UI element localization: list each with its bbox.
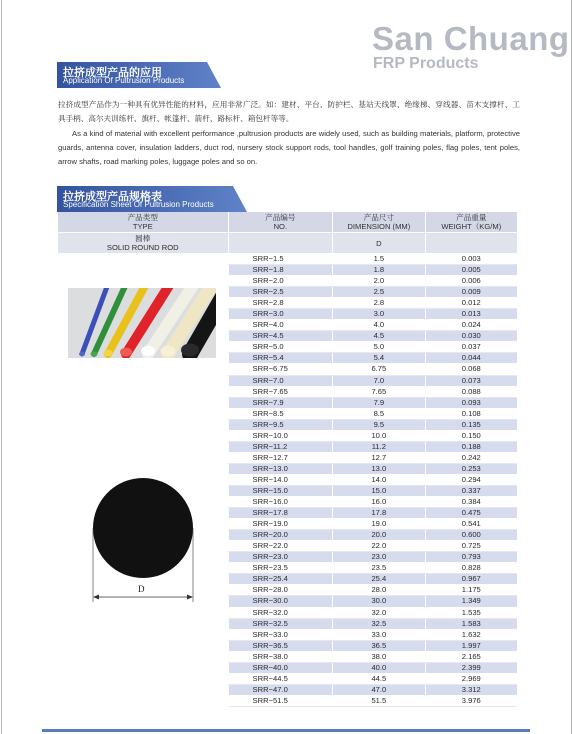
cell-weight: 0.013 <box>425 309 517 320</box>
logo-tagline: FRP Products <box>373 55 479 72</box>
cell-dimension: 32.0 <box>333 607 426 618</box>
cell-dimension: 10.0 <box>333 430 426 441</box>
cell-weight: 0.150 <box>425 430 517 441</box>
cell-weight: 3.976 <box>425 695 517 706</box>
rod-cross-section-diagram <box>88 476 198 606</box>
cell-product-no: SRR−2.8 <box>228 298 333 309</box>
cell-weight: 0.294 <box>425 474 517 485</box>
cell-dimension: 17.8 <box>333 508 426 519</box>
cell-product-no: SRR−19.0 <box>228 519 333 530</box>
cell-product-no: SRR−51.5 <box>228 695 333 706</box>
cell-dimension: 9.5 <box>333 419 426 430</box>
section-banner-application <box>57 62 221 88</box>
page-frame-left <box>1 0 2 734</box>
cell-weight: 0.012 <box>425 298 517 309</box>
cell-weight: 0.828 <box>425 563 517 574</box>
cell-product-no: SRR−20.0 <box>228 530 333 541</box>
cell-product-no: SRR−36.5 <box>228 640 333 651</box>
cell-weight: 0.088 <box>425 386 517 397</box>
cell-weight: 0.600 <box>425 530 517 541</box>
cell-dimension: 2.5 <box>333 287 426 298</box>
logo-brand: San Chuang <box>372 20 570 57</box>
cell-dimension: 38.0 <box>333 651 426 662</box>
cell-weight: 0.037 <box>425 342 517 353</box>
cell-weight: 0.044 <box>425 353 517 364</box>
rods-illustration <box>68 288 216 358</box>
intro-paragraph-cn: 拉挤成型产品作为一种具有优异性能的材料，应用非常广泛。如：建材、平台、防护栏、基站天线罩、绝缘梯、穿线器、苗木支撑杆、工具手柄、高尔夫训练杆、旗杆、帐篷杆、箭杆、路标杆、箱包杆等等。 <box>58 100 520 123</box>
cell-product-no: SRR−13.0 <box>228 463 333 474</box>
cell-weight: 0.188 <box>425 441 517 452</box>
table-subheader-row <box>58 233 517 254</box>
page-frame-right <box>571 0 572 734</box>
cell-product-no: SRR−4.0 <box>228 320 333 331</box>
cell-weight: 1.583 <box>425 618 517 629</box>
cell-weight: 0.005 <box>425 265 517 276</box>
cell-product-no: SRR−40.0 <box>228 662 333 673</box>
cell-dimension: 40.0 <box>333 662 426 673</box>
cell-dimension: 32.5 <box>333 618 426 629</box>
cell-weight: 1.349 <box>425 596 517 607</box>
header-dim-en: DIMENSION (MM) <box>347 222 411 231</box>
cell-weight: 0.475 <box>425 508 517 519</box>
cell-product-no: SRR−7.9 <box>228 397 333 408</box>
subheader-type <box>58 233 228 254</box>
header-weight <box>425 212 517 233</box>
cell-product-no: SRR−30.0 <box>228 596 333 607</box>
subheader-wt <box>425 233 517 254</box>
cell-weight: 0.725 <box>425 541 517 552</box>
subheader-type-cn: 圆棒 <box>135 234 151 243</box>
header-no <box>228 212 333 233</box>
cell-dimension: 19.0 <box>333 519 426 530</box>
header-no-cn: 产品编号 <box>265 213 296 222</box>
cell-product-no: SRR−8.5 <box>228 408 333 419</box>
section-title-en: Application Of Pultrusion Products <box>63 76 185 85</box>
cell-weight: 0.009 <box>425 287 517 298</box>
cell-product-no: SRR−44.5 <box>228 673 333 684</box>
cell-dimension: 1.5 <box>333 254 426 265</box>
cell-weight: 0.253 <box>425 463 517 474</box>
header-type-en: TYPE <box>132 222 153 231</box>
intro-paragraph-en: As a kind of material with excellent performance ,pultrusion products are widely used, such as building materials, platform, protective guards, antenna cover, insulation ladders, duct rod, nursery stock support rods, tool handles, golf training poles, flag poles, tent poles, arrow shafts, road marking poles, luggage poles and so on. <box>58 129 520 166</box>
cell-product-no: SRR−23.5 <box>228 563 333 574</box>
cell-product-no: SRR−33.0 <box>228 629 333 640</box>
section-title-cn: 拉挤成型产品规格表 <box>63 191 162 203</box>
cell-product-no: SRR−10.0 <box>228 430 333 441</box>
cell-dimension: 33.0 <box>333 629 426 640</box>
cell-dimension: 7.0 <box>333 375 426 386</box>
subheader-dim: D <box>333 233 426 254</box>
cell-weight: 1.175 <box>425 585 517 596</box>
section-title-cn: 拉挤成型产品的应用 <box>63 67 162 79</box>
cell-dimension: 15.0 <box>333 485 426 496</box>
cell-product-no: SRR−12.7 <box>228 452 333 463</box>
table-row <box>58 254 517 265</box>
header-dimension <box>333 212 426 233</box>
cell-product-no: SRR−32.0 <box>228 607 333 618</box>
cell-weight: 1.997 <box>425 640 517 651</box>
cell-weight: 1.535 <box>425 607 517 618</box>
cell-weight: 0.068 <box>425 364 517 375</box>
cell-weight: 3.312 <box>425 684 517 695</box>
cell-weight: 0.006 <box>425 276 517 287</box>
cell-product-no: SRR−7.0 <box>228 375 333 386</box>
product-photo-rods <box>68 288 216 358</box>
subheader-no <box>228 233 333 254</box>
cell-product-no: SRR−25.4 <box>228 574 333 585</box>
cell-weight: 0.030 <box>425 331 517 342</box>
cell-dimension: 4.0 <box>333 320 426 331</box>
cell-dimension: 22.0 <box>333 541 426 552</box>
cell-product-no: SRR−28.0 <box>228 585 333 596</box>
cell-dimension: 6.75 <box>333 364 426 375</box>
cell-dimension: 30.0 <box>333 596 426 607</box>
cell-dimension: 2.8 <box>333 298 426 309</box>
cell-dimension: 12.7 <box>333 452 426 463</box>
cell-dimension: 5.4 <box>333 353 426 364</box>
cell-weight: 2.165 <box>425 651 517 662</box>
cell-weight: 2.399 <box>425 662 517 673</box>
cell-dimension: 5.0 <box>333 342 426 353</box>
cell-dimension: 23.0 <box>333 552 426 563</box>
cell-dimension: 7.65 <box>333 386 426 397</box>
cell-weight: 0.135 <box>425 419 517 430</box>
cell-weight: 0.003 <box>425 254 517 265</box>
cell-product-no: SRR−17.8 <box>228 508 333 519</box>
cell-dimension: 11.2 <box>333 441 426 452</box>
cell-product-no: SRR−6.75 <box>228 364 333 375</box>
cell-product-no: SRR−47.0 <box>228 684 333 695</box>
header-dim-cn: 产品尺寸 <box>363 213 395 222</box>
cell-weight: 0.337 <box>425 485 517 496</box>
cell-weight: 0.024 <box>425 320 517 331</box>
header-wt-cn: 产品重量 <box>456 213 487 222</box>
spec-table <box>58 212 517 707</box>
cell-dimension: 23.5 <box>333 563 426 574</box>
cell-dimension: 1.8 <box>333 265 426 276</box>
cell-weight: 0.793 <box>425 552 517 563</box>
cell-weight: 0.242 <box>425 452 517 463</box>
cell-product-no: SRR−9.5 <box>228 419 333 430</box>
cell-product-no: SRR−7.65 <box>228 386 333 397</box>
cell-dimension: 2.0 <box>333 276 426 287</box>
cell-product-no: SRR−15.0 <box>228 485 333 496</box>
cell-product-no: SRR−5.4 <box>228 353 333 364</box>
section-title-en: Specification Sheet Of Pultrusion Products <box>63 200 214 209</box>
footer-accent-bar <box>42 729 530 732</box>
cell-product-no: SRR−23.0 <box>228 552 333 563</box>
cell-weight: 0.384 <box>425 497 517 508</box>
subheader-type-en: SOLID ROUND ROD <box>106 243 179 252</box>
cell-dimension: 14.0 <box>333 474 426 485</box>
table-header-row <box>58 212 517 233</box>
cell-dimension: 36.5 <box>333 640 426 651</box>
section-banner-spec <box>57 186 247 212</box>
cell-dimension: 28.0 <box>333 585 426 596</box>
cell-dimension: 13.0 <box>333 463 426 474</box>
cell-product-no: SRR−16.0 <box>228 497 333 508</box>
cell-dimension: 20.0 <box>333 530 426 541</box>
cell-product-no: SRR−5.0 <box>228 342 333 353</box>
cell-product-no: SRR−1.8 <box>228 265 333 276</box>
cell-dimension: 25.4 <box>333 574 426 585</box>
cell-dimension: 4.5 <box>333 331 426 342</box>
header-type <box>58 212 228 233</box>
cell-product-no: SRR−2.0 <box>228 276 333 287</box>
cell-weight: 0.108 <box>425 408 517 419</box>
cell-dimension: 3.0 <box>333 309 426 320</box>
cell-dimension: 16.0 <box>333 497 426 508</box>
cell-product-no: SRR−3.0 <box>228 309 333 320</box>
cell-weight: 0.073 <box>425 375 517 386</box>
cell-dimension: 51.5 <box>333 695 426 706</box>
diameter-label: D <box>138 584 145 594</box>
cell-weight: 2.969 <box>425 673 517 684</box>
cell-weight: 0.541 <box>425 519 517 530</box>
cell-dimension: 47.0 <box>333 684 426 695</box>
cell-product-no: SRR−1.5 <box>228 254 333 265</box>
header-no-en: NO. <box>273 222 288 231</box>
company-logo <box>372 20 570 72</box>
cell-product-no: SRR−4.5 <box>228 331 333 342</box>
cell-dimension: 8.5 <box>333 408 426 419</box>
cell-product-no: SRR−14.0 <box>228 474 333 485</box>
cell-weight: 0.967 <box>425 574 517 585</box>
header-wt-en: WEIGHT（KG/M) <box>441 222 502 231</box>
cell-weight: 1.632 <box>425 629 517 640</box>
cell-product-no: SRR−22.0 <box>228 541 333 552</box>
cell-product-no: SRR−2.5 <box>228 287 333 298</box>
cell-product-no: SRR−11.2 <box>228 441 333 452</box>
cell-weight: 0.093 <box>425 397 517 408</box>
cell-product-no: SRR−38.0 <box>228 651 333 662</box>
cell-dimension: 44.5 <box>333 673 426 684</box>
cell-product-no: SRR−32.5 <box>228 618 333 629</box>
header-type-cn: 产品类型 <box>127 213 158 222</box>
cell-dimension: 7.9 <box>333 397 426 408</box>
